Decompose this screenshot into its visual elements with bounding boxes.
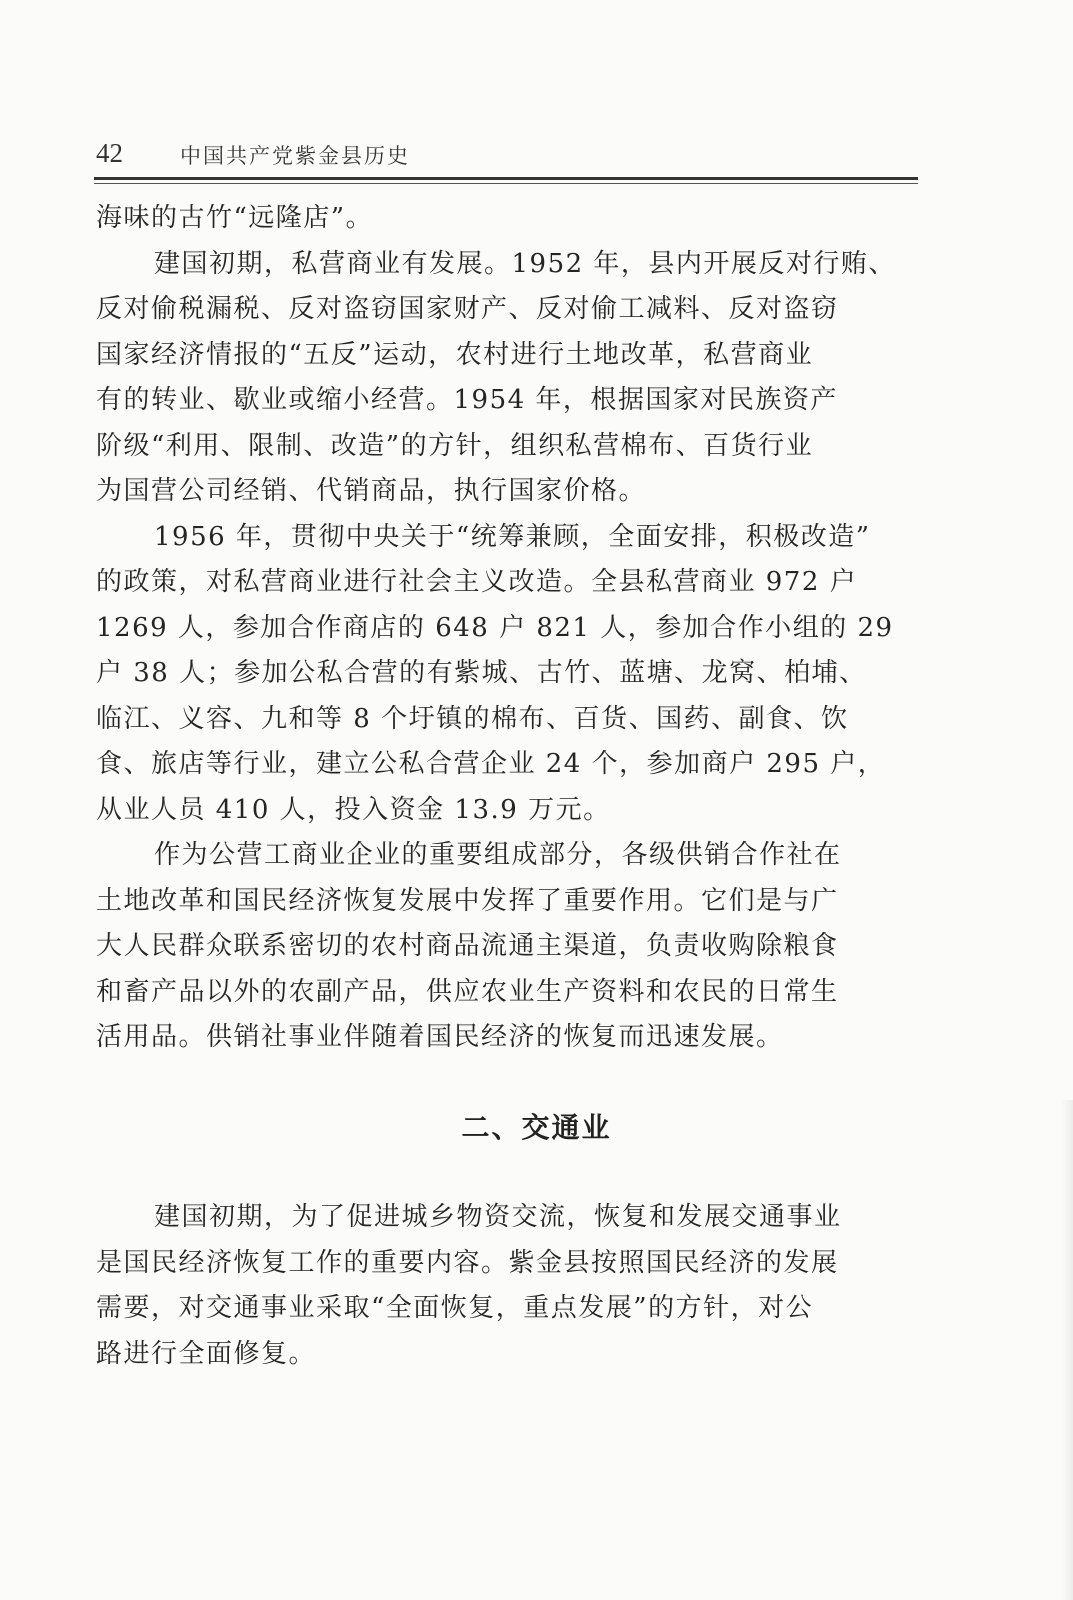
section-heading: 二、交通业: [461, 1111, 612, 1144]
text-line: 海味的古竹“远隆店”。: [96, 203, 374, 233]
text-line: 临江、义容、九和等 8 个圩镇的棉布、百货、国药、副食、饮: [96, 703, 849, 734]
text-line: 食、旅店等行业，建立公私合营企业 24 个，参加商户 295 户，: [96, 749, 886, 779]
text-line: 的政策，对私营商业进行社会主义改造。全县私营商业 972 户: [96, 567, 858, 597]
text-line: 作为公营工商业企业的重要组成部分，各级供销合作社在: [154, 840, 842, 870]
body-text: [96, 196, 916, 1061]
text-line: 国家经济情报的“五反”运动，农村进行土地改革，私营商业: [96, 339, 814, 370]
text-line: 建国初期，为了促进城乡物资交流，恢复和发展交通事业: [154, 1202, 842, 1232]
paragraph-socialist-transformation: [96, 515, 916, 834]
header-rule-thick: [94, 177, 918, 180]
book-title: 中国共产党紫金县历史: [180, 144, 410, 168]
text-line: 建国初期，私营商业有发展。1952 年，县内开展反对行贿、: [154, 248, 896, 279]
text-line: 需要，对交通事业采取“全面恢复，重点发展”的方针，对公: [96, 1293, 814, 1323]
page-number: 42: [96, 138, 123, 168]
running-header: [96, 132, 916, 172]
text-line: 是国民经济恢复工作的重要内容。紫金县按照国民经济的发展: [96, 1247, 839, 1278]
text-line: 路进行全面修复。: [96, 1338, 317, 1369]
text-line: 大人民群众联系密切的农村商品流通主渠道，负责收购除粮食: [96, 931, 839, 961]
paragraph-supply-cooperatives: [96, 833, 916, 1061]
text-line: 1269 人，参加合作商店的 648 户 821 人，参加合作小组的 29: [96, 612, 894, 643]
header-rule-thin: [94, 183, 918, 184]
text-line: 户 38 人；参加公私合营的有紫城、古竹、蓝塘、龙窝、柏埔、: [96, 658, 867, 688]
text-line: 为国营公司经销、代销商品，执行国家价格。: [96, 476, 647, 506]
paragraph-continuation: [96, 196, 916, 242]
text-line: 反对偷税漏税、反对盗窃国家财产、反对偷工减料、反对盗窃: [96, 294, 839, 324]
text-line: 从业人员 410 人，投入资金 13.9 万元。: [96, 794, 611, 825]
text-line: 土地改革和国民经济恢复发展中发挥了重要作用。它们是与广: [96, 885, 839, 916]
paragraph-private-commerce: [96, 242, 916, 515]
paragraph-transportation: [96, 1195, 916, 1377]
text-line: 和畜产品以外的农副产品，供应农业生产资料和农民的日常生: [96, 976, 839, 1007]
text-line: 活用品。供销社事业伴随着国民经济的恢复而迅速发展。: [96, 1022, 784, 1052]
text-line: 阶级“利用、限制、改造”的方针，组织私营棉布、百货行业: [96, 430, 814, 461]
section-body: [96, 1195, 916, 1377]
page-edge-shadow: [1061, 1100, 1073, 1600]
text-line: 1956 年，贯彻中央关于“统筹兼顾，全面安排，积极改造”: [154, 521, 871, 552]
text-line: 有的转业、歇业或缩小经营。1954 年，根据国家对民族资产: [96, 385, 838, 415]
